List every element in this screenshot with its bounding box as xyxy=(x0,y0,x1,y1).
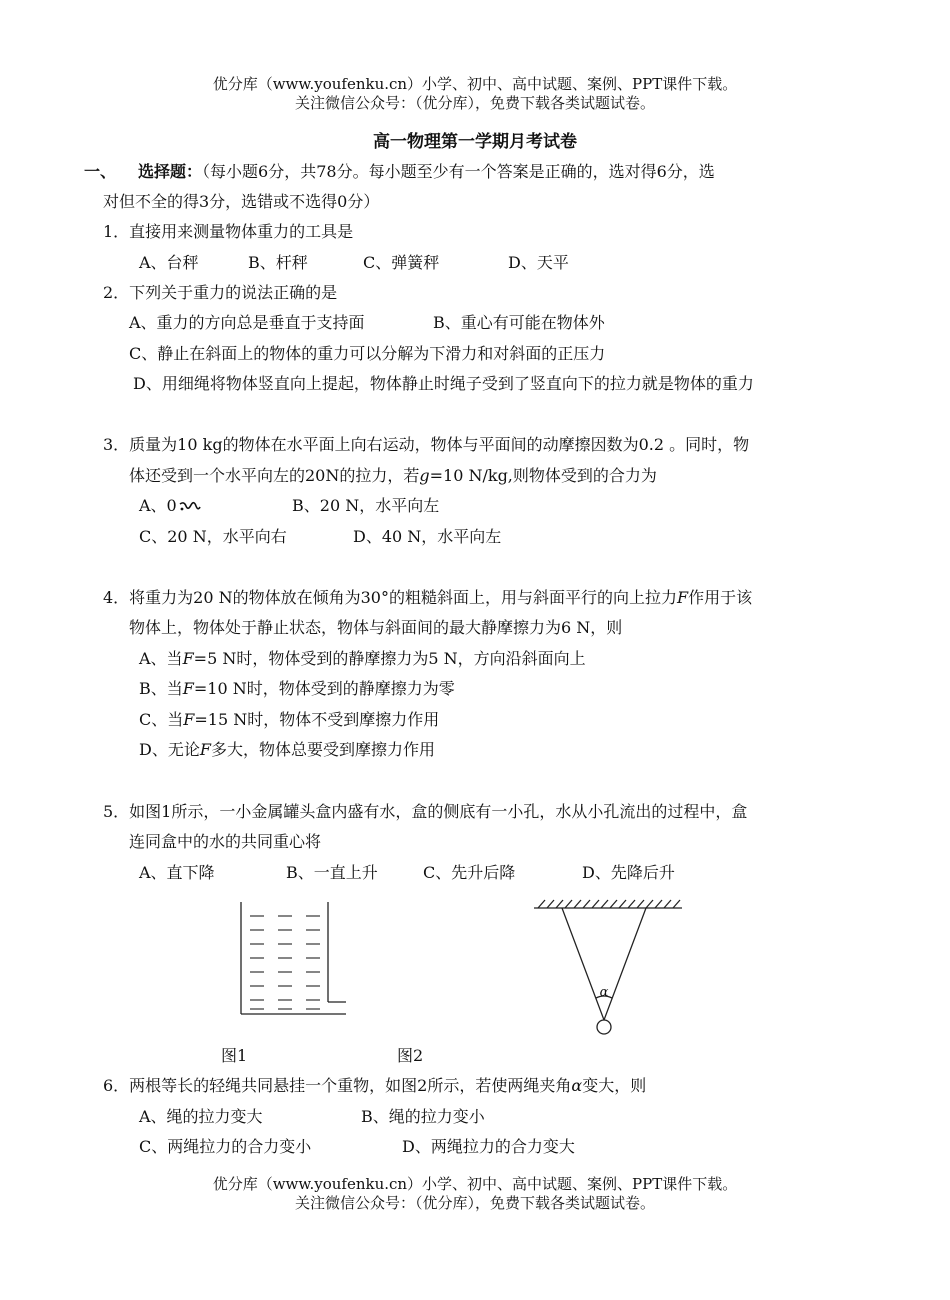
q6-option-a: A、绳的拉力变大 xyxy=(139,1107,263,1126)
q2-stem: 2．下列关于重力的说法正确的是 xyxy=(103,283,338,302)
q2-option-c: C、静止在斜面上的物体的重力可以分解为下滑力和对斜面的正压力 xyxy=(129,344,606,363)
q6-stem: 6．两根等长的轻绳共同悬挂一个重物，如图2所示，若使两绳夹角α变大，则 xyxy=(103,1076,647,1095)
section-note-1: （每小题6分，共78分。每小题至少有一个答案是正确的，选对得6分，选 xyxy=(202,162,715,181)
q1-stem: 1．直接用来测量物体重力的工具是 xyxy=(103,222,354,241)
q6-option-d: D、两绳拉力的合力变大 xyxy=(402,1137,575,1156)
q4-option-b: B、当F=10 N时，物体受到的静摩擦力为零 xyxy=(139,679,455,698)
q5-stem-1: 5．如图1所示，一小金属罐头盒内盛有水，盒的侧底有一小孔，水从小孔流出的过程中，盒 xyxy=(103,802,748,821)
q1-option-d: D、天平 xyxy=(508,253,569,272)
q2-option-d: D、用细绳将物体竖直向上提起，物体静止时绳子受到了竖直向下的拉力就是物体的重力 xyxy=(133,374,754,393)
angle-alpha-label: α xyxy=(599,985,609,1000)
q1-option-a: A、台秤 xyxy=(139,253,199,272)
q3-option-c: C、20 N，水平向右 xyxy=(139,527,287,546)
section-number: 一、 xyxy=(84,162,117,181)
q5-stem-2: 连同盒中的水的共同重心将 xyxy=(129,832,322,851)
q5-option-a: A、直下降 xyxy=(139,863,215,882)
q6-alpha-symbol: α xyxy=(571,1076,583,1095)
q4-stem-1: 4．将重力为20 N的物体放在倾角为30°的粗糙斜面上，用与斜面平行的向上拉力F作用于该 xyxy=(103,588,753,607)
section-heading xyxy=(84,162,715,182)
q5-option-b: B、一直上升 xyxy=(286,863,378,882)
q3-g-symbol: g xyxy=(419,466,430,485)
header-line-1: 优分库（www.youfenku.cn）小学、初中、高中试题、案例、PPT课件下载。 xyxy=(212,75,738,93)
q6-option-b: B、绳的拉力变小 xyxy=(361,1107,485,1126)
scribble-icon xyxy=(178,500,202,514)
q6-option-c: C、两绳拉力的合力变小 xyxy=(139,1137,312,1156)
q1-option-c: C、弹簧秤 xyxy=(363,253,440,272)
figure-1-label: 图1 xyxy=(221,1046,248,1065)
q5-option-c: C、先升后降 xyxy=(423,863,516,882)
page-title: 高一物理第一学期月考试卷 xyxy=(373,132,577,152)
q3-option-a: A、0 xyxy=(139,496,201,516)
q4-option-d: D、无论F多大，物体总要受到摩擦力作用 xyxy=(139,740,435,759)
q4-option-c: C、当F=15 N时，物体不受到摩擦力作用 xyxy=(139,710,440,729)
header-line-2: 关注微信公众号：（优分库），免费下载各类试题试卷。 xyxy=(294,94,655,112)
q3-option-d: D、40 N，水平向左 xyxy=(353,527,502,546)
q3-option-b: B、20 N，水平向左 xyxy=(292,496,440,515)
footer-line-1: 优分库（www.youfenku.cn）小学、初中、高中试题、案例、PPT课件下载。 xyxy=(212,1175,738,1193)
footer-line-2: 关注微信公众号：（优分库），免费下载各类试题试卷。 xyxy=(294,1194,655,1212)
section-note-2: 对但不全的得3分，选错或不选得0分） xyxy=(103,192,380,211)
q4-stem-2: 物体上，物体处于静止状态，物体与斜面间的最大静摩擦力为6 N，则 xyxy=(129,618,623,637)
q1-option-b: B、杆秤 xyxy=(248,253,308,272)
q2-option-b: B、重心有可能在物体外 xyxy=(433,313,605,332)
figure-2-ropes xyxy=(528,896,688,1038)
figure-2-label: 图2 xyxy=(397,1046,424,1065)
q5-option-d: D、先降后升 xyxy=(582,863,675,882)
q2-option-a: A、重力的方向总是垂直于支持面 xyxy=(129,313,365,332)
figure-1-can xyxy=(232,898,352,1020)
q3-stem-1: 3．质量为10 kg的物体在水平面上向右运动，物体与平面间的动摩擦因数为0.2 。同时，物 xyxy=(103,435,750,454)
q4-option-a: A、当F=5 N时，物体受到的静摩擦力为5 N，方向沿斜面向上 xyxy=(139,649,586,668)
section-name: 选择题： xyxy=(138,162,203,181)
q3-stem-2: 体还受到一个水平向左的20N的拉力，若g=10 N/kg,则物体受到的合力为 xyxy=(129,466,657,485)
